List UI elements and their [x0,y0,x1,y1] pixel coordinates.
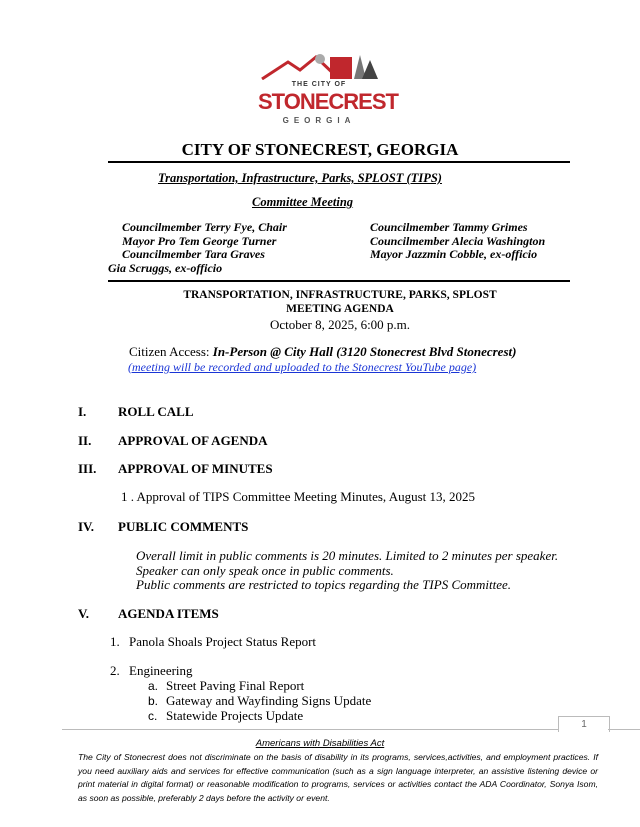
item-number: 2. [110,663,120,678]
ada-heading: Americans with Disabilities Act [255,738,385,749]
agenda-item: Engineering [129,663,193,678]
access-value: In-Person @ City Hall (3120 Stonecrest Blvd Stonecrest) [212,344,517,359]
section-approval-agenda: APPROVAL OF AGENDA [118,433,268,448]
public-comments-rules [136,549,558,593]
mountain-skyline-icon [258,52,380,80]
sub-item: Street Paving Final Report [166,678,305,693]
city-logo [258,52,398,132]
agenda-title-line1: TRANSPORTATION, INFRASTRUCTURE, PARKS, SPLOST [183,289,497,301]
sub-item: Statewide Projects Update [166,708,304,723]
member: Councilmember Terry Fye, Chair [122,220,287,234]
members-left [108,220,287,275]
member: Councilmember Tammy Grimes [370,220,528,234]
agenda-title [0,288,640,332]
member: Mayor Jazzmin Cobble, ex-officio [370,247,538,261]
section-number: I. [78,404,87,419]
item-number: 1. [110,634,120,649]
agenda-item: Panola Shoals Project Status Report [129,634,317,649]
logo-line1: THE CITY OF [291,81,347,88]
ada-notice: The City of Stonecrest does not discriminate on the basis of disability in its programs, services,activities, and employment practices. If you need auxiliary aids and services for effective communication (such as a sign language interpreter, an assistive listening device or print material in digital format) or reasonable modification to programs, services or activities contact the ADA Coordinator, Sonya Isom, as soon as possible, preferably 2 days before the activity or event. [78,752,598,803]
agenda-title-line2: MEETING AGENDA [286,303,394,315]
access-label: Citizen Access: [129,344,213,359]
section-public-comments: PUBLIC COMMENTS [118,519,249,534]
youtube-link[interactable]: (meeting will be recorded and uploaded to the Stonecrest YouTube page) [128,360,477,374]
section-number: II. [78,433,92,448]
rule-line: Public comments are restricted to topics regarding the TIPS Committee. [136,577,512,592]
logo-line2: STONECREST [258,89,398,114]
member: Mayor Pro Tem George Turner [122,233,277,248]
sub-item-letter: a. [148,679,159,693]
footer-divider [62,729,558,730]
meeting-date: October 8, 2025, 6:00 p.m. [269,317,411,332]
committee-name: Transportation, Infrastructure, Parks, SPLOST (TIPS) [158,171,442,185]
minutes-item: 1 . Approval of TIPS Committee Meeting Minutes, August 13, 2025 [121,489,476,504]
section-number: IV. [78,519,95,534]
rule-line: Overall limit in public comments is 20 minutes. Limited to 2 minutes per speaker. [136,548,559,563]
meeting-type: Committee Meeting [252,195,354,209]
sub-item: Gateway and Wayfinding Signs Update [166,693,372,708]
sub-item-letter: b. [148,694,159,708]
title-rule [108,161,570,163]
member: Councilmember Tara Graves [122,247,265,261]
section-roll-call: ROLL CALL [118,404,194,419]
rule-line: Speaker can only speak once in public comments. [136,562,394,578]
page-title: CITY OF STONECREST, GEORGIA [181,140,459,159]
section-approval-minutes: APPROVAL OF MINUTES [118,461,273,476]
logo-line3: GEORGIA [282,116,356,125]
citizen-access [129,344,516,359]
section-number: III. [78,461,97,476]
section-number: V. [78,606,89,621]
section-agenda-items: AGENDA ITEMS [118,606,219,621]
page-number: 1 [558,716,610,732]
members-rule [108,280,570,282]
sub-item-letter: c. [148,709,158,723]
footer-divider [608,729,640,730]
member: Gia Scruggs, ex-officio [108,260,223,275]
member: Councilmember Alecia Washington [370,233,546,248]
members-right [370,221,545,262]
